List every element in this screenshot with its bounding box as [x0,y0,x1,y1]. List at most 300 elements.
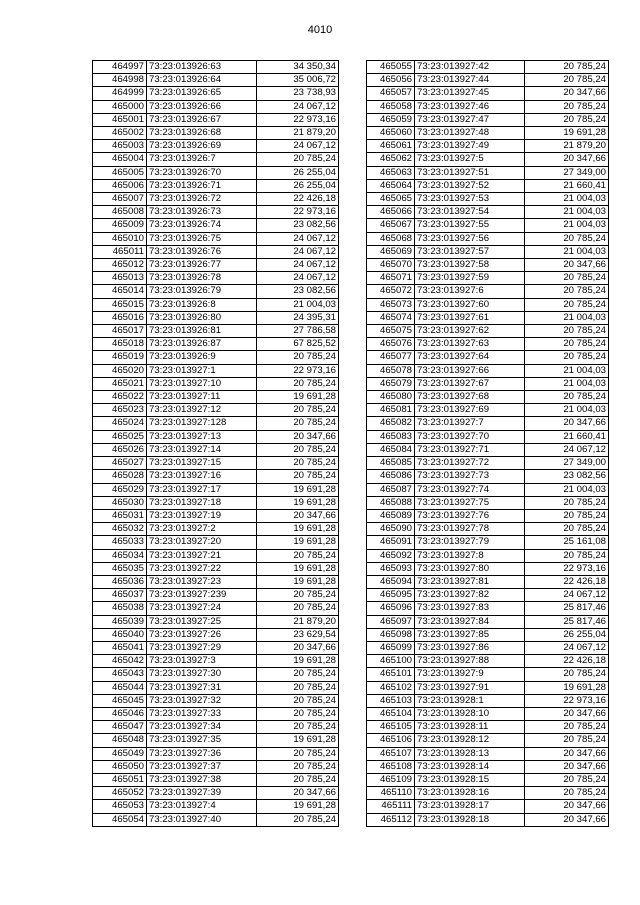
cadastral-number-cell: 73:23:013927:78 [415,523,525,536]
cadastral-number-cell: 73:23:013927:62 [415,325,525,338]
table-row [93,615,339,628]
table-row [367,787,609,800]
value-cell: 20 785,24 [525,61,609,74]
record-number-cell: 465059 [367,113,415,126]
table-row [367,232,609,245]
table-row [367,483,609,496]
value-cell: 27 786,58 [257,325,339,338]
record-number-cell: 465088 [367,496,415,509]
cadastral-number-cell: 73:23:013927:83 [415,602,525,615]
value-cell: 22 426,18 [525,655,609,668]
value-cell: 19 691,28 [257,575,339,588]
value-cell: 19 691,28 [257,734,339,747]
cadastral-number-cell: 73:23:013927:45 [415,87,525,100]
cadastral-number-cell: 73:23:013927:23 [147,575,257,588]
cadastral-number-cell: 73:23:013927:6 [415,285,525,298]
record-number-cell: 465017 [93,325,147,338]
table-row [93,721,339,734]
table-row [93,443,339,456]
table-row [93,364,339,377]
table-row [367,470,609,483]
record-number-cell: 465034 [93,549,147,562]
record-number-cell: 465033 [93,536,147,549]
value-cell: 24 067,12 [257,140,339,153]
value-cell: 20 347,66 [525,760,609,773]
table-row [93,681,339,694]
value-cell: 20 785,24 [257,470,339,483]
value-cell: 23 082,56 [525,470,609,483]
value-cell: 21 004,03 [525,219,609,232]
value-cell: 20 785,24 [257,404,339,417]
table-row [93,787,339,800]
record-number-cell: 464997 [93,61,147,74]
value-cell: 20 347,66 [525,259,609,272]
table-row [93,206,339,219]
cadastral-number-cell: 73:23:013926:67 [147,113,257,126]
table-row [93,338,339,351]
value-cell: 35 006,72 [257,74,339,87]
record-number-cell: 465015 [93,298,147,311]
value-cell: 22 973,16 [257,206,339,219]
value-cell: 21 660,41 [525,179,609,192]
table-row [93,351,339,364]
cadastral-number-cell: 73:23:013927:34 [147,721,257,734]
record-number-cell: 465098 [367,628,415,641]
record-number-cell: 465101 [367,668,415,681]
table-row [93,166,339,179]
record-number-cell: 465011 [93,245,147,258]
table-row [367,153,609,166]
value-cell: 19 691,28 [257,496,339,509]
record-number-cell: 465060 [367,127,415,140]
value-cell: 19 691,28 [257,483,339,496]
value-cell: 67 825,52 [257,338,339,351]
value-cell: 24 067,12 [257,259,339,272]
record-number-cell: 465035 [93,562,147,575]
value-cell: 20 785,24 [257,668,339,681]
cadastral-number-cell: 73:23:013926:64 [147,74,257,87]
cadastral-number-cell: 73:23:013927:63 [415,338,525,351]
value-cell: 20 347,66 [525,747,609,760]
cadastral-number-cell: 73:23:013927:15 [147,457,257,470]
value-cell: 19 691,28 [525,681,609,694]
table-row [367,430,609,443]
table-row [93,100,339,113]
value-cell: 20 785,24 [257,707,339,720]
record-number-cell: 465062 [367,153,415,166]
cadastral-number-cell: 73:23:013927:5 [415,153,525,166]
cadastral-number-cell: 73:23:013927:2 [147,523,257,536]
record-number-cell: 465012 [93,259,147,272]
table-row [93,628,339,641]
cadastral-number-cell: 73:23:013927:17 [147,483,257,496]
record-number-cell: 465077 [367,351,415,364]
cadastral-number-cell: 73:23:013927:31 [147,681,257,694]
cadastral-number-cell: 73:23:013927:61 [415,311,525,324]
table-row [93,377,339,390]
table-row [93,562,339,575]
value-cell: 20 785,24 [525,74,609,87]
value-cell: 22 973,16 [257,113,339,126]
cadastral-number-cell: 73:23:013926:68 [147,127,257,140]
record-number-cell: 465026 [93,443,147,456]
table-row [367,575,609,588]
record-number-cell: 465085 [367,457,415,470]
record-number-cell: 465021 [93,377,147,390]
cadastral-number-cell: 73:23:013928:13 [415,747,525,760]
value-cell: 21 004,03 [525,311,609,324]
value-cell: 21 004,03 [525,206,609,219]
cadastral-number-cell: 73:23:013927:44 [415,74,525,87]
record-number-cell: 465110 [367,787,415,800]
value-cell: 20 785,24 [525,285,609,298]
cadastral-number-cell: 73:23:013927:11 [147,391,257,404]
record-number-cell: 465010 [93,232,147,245]
value-cell: 22 426,18 [257,193,339,206]
value-cell: 25 161,08 [525,536,609,549]
value-cell: 24 067,12 [257,232,339,245]
table-row [367,391,609,404]
cadastral-number-cell: 73:23:013927:91 [415,681,525,694]
record-number-cell: 465006 [93,179,147,192]
table-row [93,127,339,140]
record-number-cell: 465029 [93,483,147,496]
record-number-cell: 465005 [93,166,147,179]
value-cell: 23 082,56 [257,219,339,232]
cadastral-number-cell: 73:23:013927:38 [147,773,257,786]
record-number-cell: 465025 [93,430,147,443]
cadastral-number-cell: 73:23:013927:10 [147,377,257,390]
value-cell: 20 347,66 [257,787,339,800]
table-row [367,536,609,549]
record-number-cell: 465016 [93,311,147,324]
cadastral-number-cell: 73:23:013927:85 [415,628,525,641]
record-number-cell: 465086 [367,470,415,483]
table-row [93,457,339,470]
record-number-cell: 465109 [367,773,415,786]
record-number-cell: 465078 [367,364,415,377]
value-cell: 19 691,28 [257,562,339,575]
record-number-cell: 465009 [93,219,147,232]
value-cell: 21 004,03 [525,245,609,258]
record-number-cell: 465042 [93,655,147,668]
record-number-cell: 465074 [367,311,415,324]
cadastral-number-cell: 73:23:013926:81 [147,325,257,338]
value-cell: 20 785,24 [525,391,609,404]
table-row [93,391,339,404]
cadastral-number-cell: 73:23:013927:46 [415,100,525,113]
record-number-cell: 465056 [367,74,415,87]
value-cell: 21 004,03 [525,377,609,390]
record-number-cell: 465091 [367,536,415,549]
cadastral-number-cell: 73:23:013926:78 [147,272,257,285]
cadastral-number-cell: 73:23:013927:69 [415,404,525,417]
record-number-cell: 465027 [93,457,147,470]
record-number-cell: 465022 [93,391,147,404]
value-cell: 20 347,66 [525,707,609,720]
cadastral-number-cell: 73:23:013927:81 [415,575,525,588]
cadastral-number-cell: 73:23:013927:4 [147,800,257,813]
table-row [93,87,339,100]
cadastral-number-cell: 73:23:013927:39 [147,787,257,800]
cadastral-number-cell: 73:23:013926:87 [147,338,257,351]
table-row [93,747,339,760]
record-number-cell: 465001 [93,113,147,126]
cadastral-number-cell: 73:23:013926:8 [147,298,257,311]
cadastral-number-cell: 73:23:013927:53 [415,193,525,206]
value-cell: 20 347,66 [525,87,609,100]
cadastral-number-cell: 73:23:013927:59 [415,272,525,285]
table-row [367,602,609,615]
record-number-cell: 465089 [367,509,415,522]
table-row [367,457,609,470]
table-row [93,430,339,443]
record-number-cell: 465038 [93,602,147,615]
record-number-cell: 465019 [93,351,147,364]
record-number-cell: 465075 [367,325,415,338]
page-number: 4010 [307,24,333,36]
value-cell: 21 004,03 [257,298,339,311]
value-cell: 20 785,24 [525,523,609,536]
value-cell: 20 785,24 [525,509,609,522]
cadastral-number-cell: 73:23:013927:51 [415,166,525,179]
table-row [93,219,339,232]
record-number-cell: 465031 [93,509,147,522]
table-row [367,61,609,74]
value-cell: 20 785,24 [257,443,339,456]
record-number-cell: 465004 [93,153,147,166]
table-row [367,179,609,192]
table-row [93,760,339,773]
table-row [93,483,339,496]
table-row [93,113,339,126]
record-number-cell: 465020 [93,364,147,377]
cadastral-number-cell: 73:23:013927:70 [415,430,525,443]
cadastral-number-cell: 73:23:013927:73 [415,470,525,483]
value-cell: 20 785,24 [257,813,339,826]
value-cell: 20 785,24 [525,668,609,681]
table-row [367,813,609,826]
value-cell: 21 660,41 [525,430,609,443]
table-row [367,509,609,522]
cadastral-number-cell: 73:23:013927:128 [147,417,257,430]
cadastral-number-cell: 73:23:013927:57 [415,245,525,258]
cadastral-number-cell: 73:23:013928:14 [415,760,525,773]
records-table-right [366,60,609,827]
value-cell: 20 785,24 [257,602,339,615]
cadastral-number-cell: 73:23:013927:54 [415,206,525,219]
table-row [93,193,339,206]
value-cell: 20 785,24 [525,721,609,734]
table-row [367,443,609,456]
table-row [367,628,609,641]
table-row [367,206,609,219]
cadastral-number-cell: 73:23:013927:49 [415,140,525,153]
value-cell: 24 067,12 [525,641,609,654]
record-number-cell: 465100 [367,655,415,668]
record-number-cell: 465013 [93,272,147,285]
table-row [367,562,609,575]
record-number-cell: 465066 [367,206,415,219]
cadastral-number-cell: 73:23:013927:21 [147,549,257,562]
table-row [367,311,609,324]
record-number-cell: 465057 [367,87,415,100]
table-row [367,272,609,285]
value-cell: 20 347,66 [525,813,609,826]
cadastral-number-cell: 73:23:013926:77 [147,259,257,272]
record-number-cell: 465048 [93,734,147,747]
table-row [93,589,339,602]
cadastral-number-cell: 73:23:013927:3 [147,655,257,668]
record-number-cell: 465049 [93,747,147,760]
table-row [93,417,339,430]
cadastral-number-cell: 73:23:013927:58 [415,259,525,272]
table-row [93,734,339,747]
record-number-cell: 465023 [93,404,147,417]
table-row [367,338,609,351]
table-row [93,140,339,153]
record-number-cell: 465043 [93,668,147,681]
cadastral-number-cell: 73:23:013926:66 [147,100,257,113]
table-row [367,193,609,206]
cadastral-number-cell: 73:23:013927:42 [415,61,525,74]
record-number-cell: 465104 [367,707,415,720]
record-number-cell: 465112 [367,813,415,826]
record-number-cell: 465099 [367,641,415,654]
table-row [367,549,609,562]
value-cell: 20 785,24 [525,734,609,747]
table-row [93,523,339,536]
cadastral-number-cell: 73:23:013927:72 [415,457,525,470]
cadastral-number-cell: 73:23:013927:20 [147,536,257,549]
table-row [367,721,609,734]
cadastral-number-cell: 73:23:013927:86 [415,641,525,654]
cadastral-number-cell: 73:23:013926:80 [147,311,257,324]
table-row [93,74,339,87]
cadastral-number-cell: 73:23:013927:80 [415,562,525,575]
cadastral-number-cell: 73:23:013927:33 [147,707,257,720]
value-cell: 23 738,93 [257,87,339,100]
record-number-cell: 465111 [367,800,415,813]
value-cell: 24 067,12 [525,589,609,602]
value-cell: 24 067,12 [525,443,609,456]
records-table-left [92,60,339,827]
table-row [367,74,609,87]
table-row [367,259,609,272]
record-number-cell: 465093 [367,562,415,575]
cadastral-number-cell: 73:23:013926:72 [147,193,257,206]
record-number-cell: 465094 [367,575,415,588]
value-cell: 20 785,24 [257,457,339,470]
table-row [367,127,609,140]
table-row [367,245,609,258]
value-cell: 20 785,24 [525,325,609,338]
record-number-cell: 465008 [93,206,147,219]
cadastral-number-cell: 73:23:013926:79 [147,285,257,298]
record-number-cell: 465053 [93,800,147,813]
table-row [367,87,609,100]
cadastral-number-cell: 73:23:013927:37 [147,760,257,773]
table-row [367,325,609,338]
value-cell: 19 691,28 [257,391,339,404]
value-cell: 20 347,66 [525,153,609,166]
table-row [93,707,339,720]
record-number-cell: 465045 [93,694,147,707]
record-number-cell: 465079 [367,377,415,390]
value-cell: 20 785,24 [257,773,339,786]
cadastral-number-cell: 73:23:013927:48 [415,127,525,140]
records-table-left-body [93,61,339,827]
cadastral-number-cell: 73:23:013927:75 [415,496,525,509]
table-row [367,364,609,377]
value-cell: 20 785,24 [257,351,339,364]
value-cell: 20 785,24 [257,694,339,707]
value-cell: 20 785,24 [257,153,339,166]
value-cell: 27 349,00 [525,166,609,179]
record-number-cell: 465063 [367,166,415,179]
record-number-cell: 465070 [367,259,415,272]
table-row [93,536,339,549]
value-cell: 20 785,24 [525,298,609,311]
table-row [93,773,339,786]
record-number-cell: 465036 [93,575,147,588]
value-cell: 20 785,24 [525,773,609,786]
table-row [93,668,339,681]
cadastral-number-cell: 73:23:013927:8 [415,549,525,562]
value-cell: 19 691,28 [525,127,609,140]
value-cell: 20 785,24 [525,232,609,245]
cadastral-number-cell: 73:23:013926:65 [147,87,257,100]
record-number-cell: 465105 [367,721,415,734]
value-cell: 21 004,03 [525,483,609,496]
record-number-cell: 465082 [367,417,415,430]
cadastral-number-cell: 73:23:013927:36 [147,747,257,760]
table-row [93,575,339,588]
record-number-cell: 465102 [367,681,415,694]
record-number-cell: 465080 [367,391,415,404]
cadastral-number-cell: 73:23:013927:76 [415,509,525,522]
record-number-cell: 464999 [93,87,147,100]
table-row [93,311,339,324]
table-row [367,404,609,417]
cadastral-number-cell: 73:23:013927:35 [147,734,257,747]
cadastral-number-cell: 73:23:013927:55 [415,219,525,232]
value-cell: 20 785,24 [257,549,339,562]
value-cell: 20 785,24 [525,272,609,285]
value-cell: 19 691,28 [257,523,339,536]
table-row [367,523,609,536]
table-row [93,800,339,813]
value-cell: 21 004,03 [525,404,609,417]
cadastral-number-cell: 73:23:013927:7 [415,417,525,430]
cadastral-number-cell: 73:23:013927:22 [147,562,257,575]
table-row [367,668,609,681]
table-row [367,615,609,628]
cadastral-number-cell: 73:23:013927:30 [147,668,257,681]
table-row [367,377,609,390]
record-number-cell: 465050 [93,760,147,773]
table-row [93,245,339,258]
value-cell: 19 691,28 [257,536,339,549]
cadastral-number-cell: 73:23:013927:18 [147,496,257,509]
cadastral-number-cell: 73:23:013927:25 [147,615,257,628]
record-number-cell: 465040 [93,628,147,641]
table-row [367,655,609,668]
value-cell: 23 082,56 [257,285,339,298]
record-number-cell: 465061 [367,140,415,153]
value-cell: 19 691,28 [257,655,339,668]
value-cell: 22 973,16 [525,562,609,575]
